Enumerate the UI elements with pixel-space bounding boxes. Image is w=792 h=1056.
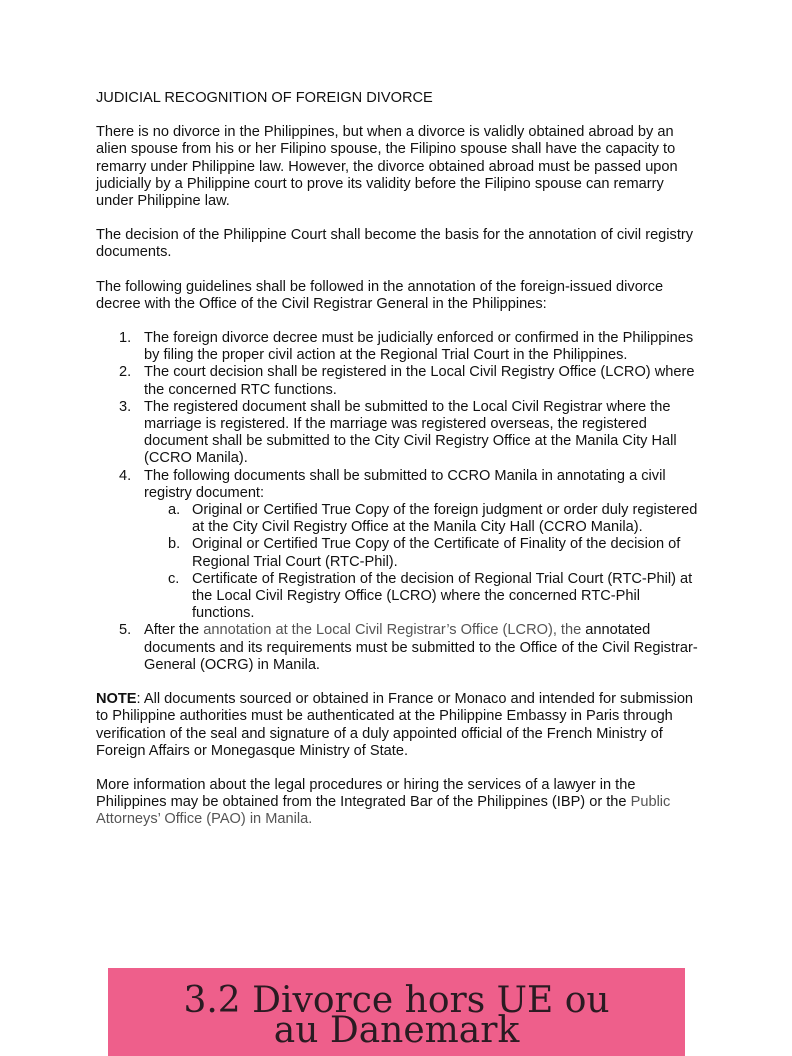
document-page <box>96 90 698 846</box>
note-paragraph: NOTE: All documents sourced or obtained in France or Monaco and intended for submission to Philippine authorities must be authenticated at the Philippine Embassy in Paris through verification of the seal and signature of a duly appointed official of the French Ministry of Foreign Affairs or Monegasque Ministry of State. <box>96 691 694 759</box>
intro-paragraph: There is no divorce in the Philippines, but when a divorce is validly obtained abroad by an alien spouse from his or her Filipino spouse, the Filipino spouse shall have the capacity to remarry under Philippine law. However, the divorce obtained abroad must be passed upon judicially by a Philippine court to prove its validity before the Filipino spouse can remarry under Philippine law. <box>96 124 678 210</box>
list-item: 5. After the annotation at the Local Civil Registrar’s Office (LCRO), the annotated documents and its requirements must be submitted to the Office of the Civil Registrar-General (OCRG) in Manila. <box>119 622 698 673</box>
more-info-paragraph: More information about the legal procedures or hiring the services of a lawyer in the Philippines may be obtained from the Integrated Bar of the Philippines (IBP) or the Public Attorneys’ Office (PAO) in Manila. <box>96 776 671 828</box>
document-title: JUDICIAL RECOGNITION OF FOREIGN DIVORCE <box>96 90 433 106</box>
list-item: 4. The following documents shall be submitted to CCRO Manila in annotating a civil registry document: a. Original or Certified True Copy of the foreign judgment or order duly registered at the City Civil Registry Office at the Manila City Hall (CCRO Manila). b. Original or Certified True Copy of the Certificate of Finality of the decision of Regional Trial Court (RTC-Phil). c. Certificate of Registration of the decision of Regional Trial Court (RTC-Phil) at the Local Civil Registry Office (LCRO) where the concerned RTC-Phil functions. <box>119 467 698 622</box>
section-banner <box>108 968 685 1056</box>
decision-paragraph: The decision of the Philippine Court shall become the basis for the annotation of civil registry documents. <box>96 227 694 261</box>
sublist-item: c. Certificate of Registration of the decision of Regional Trial Court (RTC-Phil) at the Local Civil Registry Office (LCRO) where the concerned RTC-Phil functions. <box>168 570 693 622</box>
documents-sublist <box>144 502 698 622</box>
note-label: NOTE <box>96 691 137 708</box>
list-item: 1. The foreign divorce decree must be judicially enforced or confirmed in the Philippines by filing the proper civil action at the Regional Trial Court in the Philippines. <box>119 330 694 364</box>
section-heading: 3.2 Divorce hors UE ou au Danemark <box>183 980 610 1051</box>
sublist-item: b. Original or Certified True Copy of the Certificate of Finality of the decision of Regional Trial Court (RTC-Phil). <box>168 536 681 570</box>
guidelines-list <box>96 330 698 674</box>
guidelines-paragraph: The following guidelines shall be followed in the annotation of the foreign-issued divorce decree with the Office of the Civil Registrar General in the Philippines: <box>96 278 664 312</box>
list-item: 3. The registered document shall be submitted to the Local Civil Registrar where the marriage is registered. If the marriage was registered overseas, the registered document shall be submitted to the City Civil Registry Office at the Manila City Hall (CCRO Manila). <box>119 398 677 467</box>
list-item: 2. The court decision shall be registered in the Local Civil Registry Office (LCRO) where the concerned RTC functions. <box>119 364 695 398</box>
sublist-item: a. Original or Certified True Copy of the foreign judgment or order duly registered at the City Civil Registry Office at the Manila City Hall (CCRO Manila). <box>168 502 698 536</box>
